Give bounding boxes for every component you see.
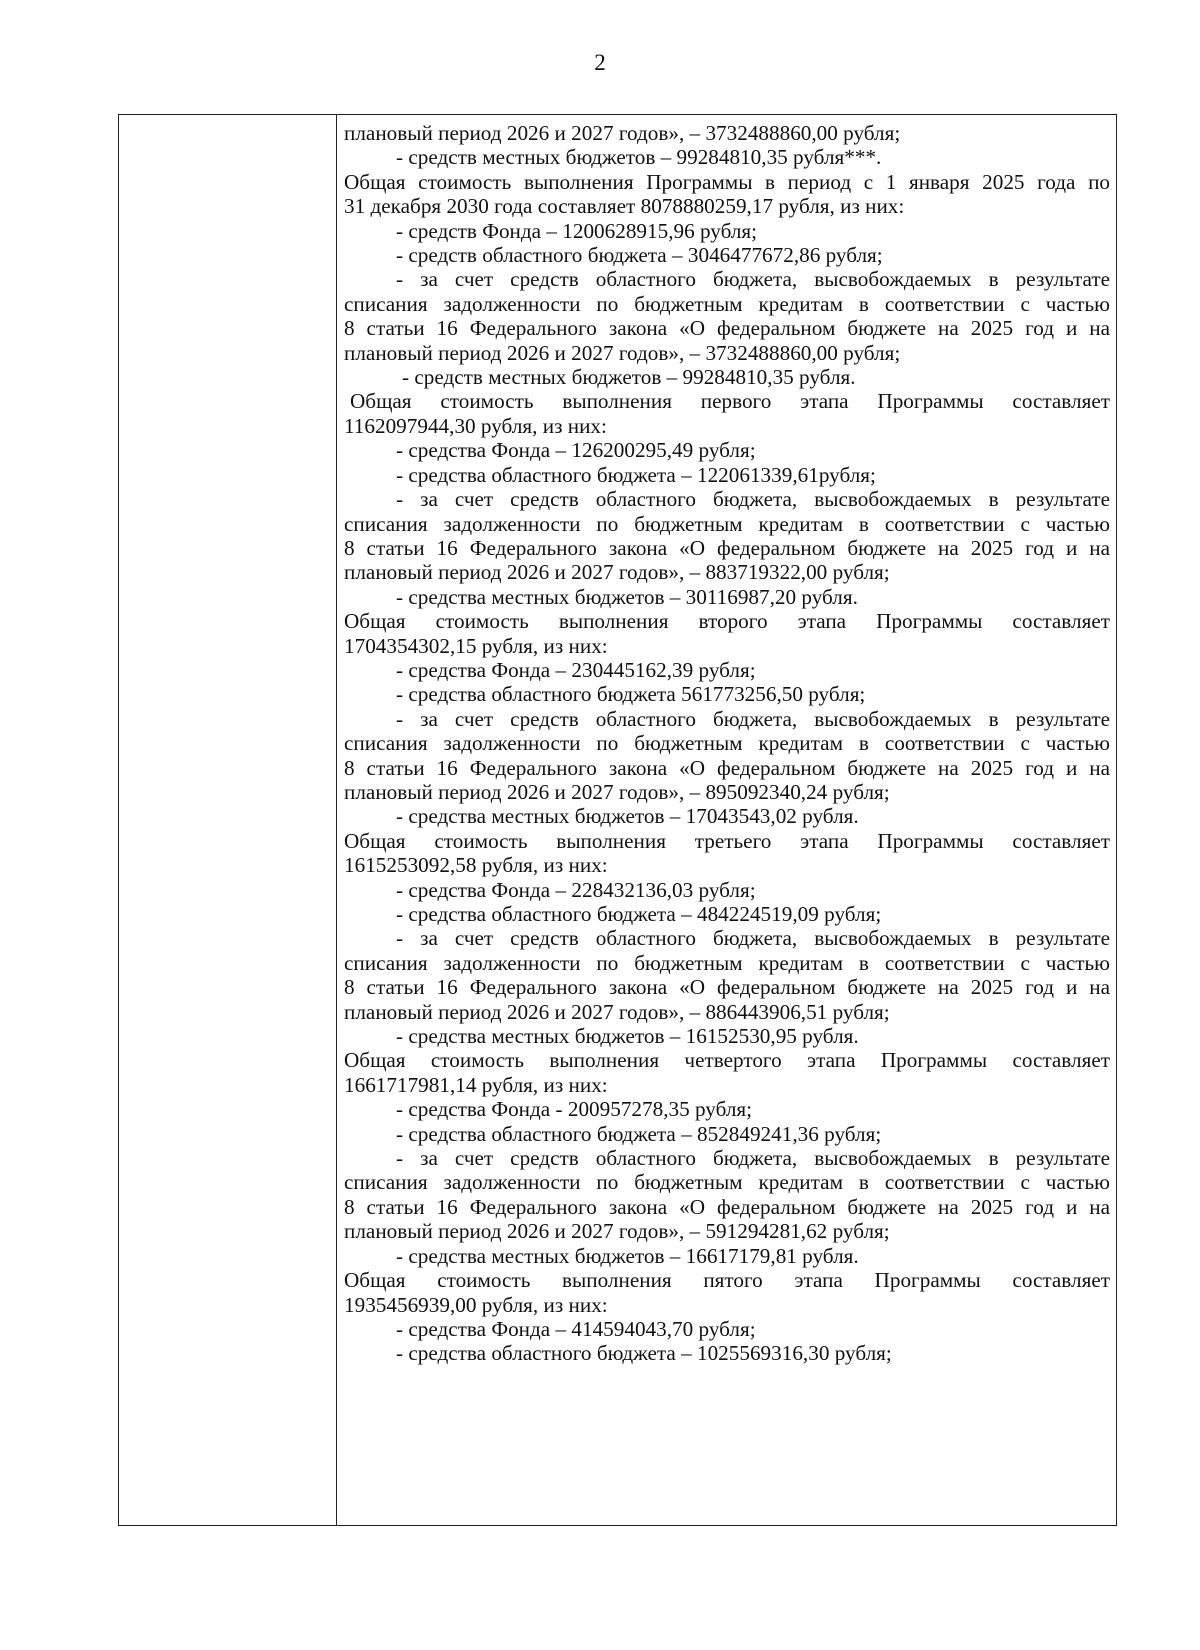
text-line: списания задолженности по бюджетным кредитам в соответствии с частью: [344, 511, 1110, 536]
text-line: - средства областного бюджета – 1025569316,30 рубля;: [396, 1341, 892, 1366]
text-line: 1935456939,00 рубля, из них:: [344, 1292, 608, 1317]
text-line: 8 статьи 16 Федерального закона «О федеральном бюджете на 2025 год и на: [344, 755, 1110, 780]
text-line: - средства Фонда – 230445162,39 рубля;: [396, 657, 756, 682]
text-line: - средства Фонда – 126200295,49 рубля;: [396, 438, 756, 463]
text-line: - средства местных бюджетов – 16152530,95 рубля.: [396, 1024, 859, 1049]
text-line: 1162097944,30 рубля, из них:: [344, 413, 607, 438]
text-line: списания задолженности по бюджетным кредитам в соответствии с частью: [344, 1170, 1110, 1195]
text-line: 8 статьи 16 Федерального закона «О федеральном бюджете на 2025 год и на: [344, 1194, 1110, 1219]
text-line: 1704354302,15 рубля, из них:: [344, 633, 608, 658]
text-line: Общая стоимость выполнения Программы в период с 1 января 2025 года по: [344, 169, 1110, 194]
text-line: - средства местных бюджетов – 17043543,02 рубля.: [396, 804, 859, 829]
text-line: плановый период 2026 и 2027 годов», – 3732488860,00 рубля;: [344, 340, 901, 365]
text-line: 1615253092,58 рубля, из них:: [344, 853, 608, 878]
text-line: - средства областного бюджета 561773256,50 рубля;: [396, 682, 866, 707]
text-line: 1661717981,14 рубля, из них:: [344, 1072, 608, 1097]
text-line: 8 статьи 16 Федерального закона «О федеральном бюджете на 2025 год и на: [344, 316, 1110, 341]
text-line: - за счет средств областного бюджета, высвобождаемых в результате: [396, 926, 1110, 951]
text-line: - средств местных бюджетов – 99284810,35 рубля***.: [396, 145, 882, 170]
text-line: 8 статьи 16 Федерального закона «О федеральном бюджете на 2025 год и на: [344, 535, 1110, 560]
text-line: - средства Фонда - 200957278,35 рубля;: [396, 1097, 753, 1122]
text-line: - средства областного бюджета – 852849241,36 рубля;: [396, 1121, 882, 1146]
text-line: списания задолженности по бюджетным кредитам в соответствии с частью: [344, 291, 1110, 316]
text-line: Общая стоимость выполнения третьего этапа Программы составляет: [344, 828, 1110, 853]
text-line: Общая стоимость выполнения четвертого этапа Программы составляет: [344, 1048, 1110, 1073]
text-line: плановый период 2026 и 2027 годов», – 3732488860,00 рубля;: [344, 121, 901, 145]
text-line: списания задолженности по бюджетным кредитам в соответствии с частью: [344, 950, 1110, 975]
table-right-cell: [337, 115, 1116, 1525]
document-table: [118, 114, 1117, 1526]
table-left-cell: [119, 115, 337, 1525]
text-line: - средства областного бюджета – 122061339,61рубля;: [396, 462, 876, 487]
text-line: Общая стоимость выполнения второго этапа Программы составляет: [344, 609, 1110, 634]
text-line: - за счет средств областного бюджета, высвобождаемых в результате: [396, 487, 1110, 512]
text-line: - средств местных бюджетов – 99284810,35 рубля.: [402, 365, 856, 390]
text-line: - за счет средств областного бюджета, высвобождаемых в результате: [396, 706, 1110, 731]
text-line: плановый период 2026 и 2027 годов», – 886443906,51 рубля;: [344, 999, 890, 1024]
text-line: плановый период 2026 и 2027 годов», – 883719322,00 рубля;: [344, 560, 890, 585]
text-line: списания задолженности по бюджетным кредитам в соответствии с частью: [344, 731, 1110, 756]
text-line: плановый период 2026 и 2027 годов», – 895092340,24 рубля;: [344, 779, 890, 804]
text-line: 31 декабря 2030 года составляет 8078880259,17 рубля, из них:: [344, 194, 905, 219]
text-line: - средства местных бюджетов – 30116987,20 рубля.: [396, 584, 858, 609]
text-line: - средства Фонда – 228432136,03 рубля;: [396, 877, 756, 902]
text-line: - за счет средств областного бюджета, высвобождаемых в результате: [396, 1146, 1110, 1171]
page-number: 2: [594, 50, 606, 75]
text-line: 8 статьи 16 Федерального закона «О федеральном бюджете на 2025 год и на: [344, 975, 1110, 1000]
text-line: плановый период 2026 и 2027 годов», – 591294281,62 рубля;: [344, 1219, 890, 1244]
text-line: - средства местных бюджетов – 16617179,81 рубля.: [396, 1243, 859, 1268]
text-line: - средств областного бюджета – 3046477672,86 рубля;: [396, 243, 883, 268]
text-line: - средства областного бюджета – 484224519,09 рубля;: [396, 902, 882, 926]
text-line: Общая стоимость выполнения пятого этапа Программы составляет: [344, 1268, 1110, 1293]
text-line: - средства Фонда – 414594043,70 рубля;: [396, 1316, 756, 1341]
text-line: - за счет средств областного бюджета, высвобождаемых в результате: [396, 267, 1110, 292]
text-line: Общая стоимость выполнения первого этапа Программы составляет: [350, 389, 1110, 414]
text-line: - средств Фонда – 1200628915,96 рубля;: [396, 218, 758, 243]
